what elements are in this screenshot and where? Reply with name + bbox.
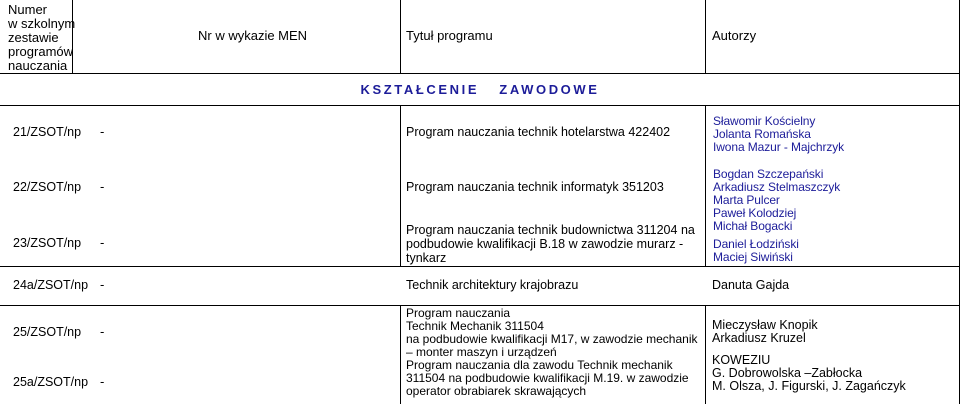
title-line: Technik Mechanik 311504 bbox=[406, 319, 544, 333]
author: Daniel Łodziński bbox=[713, 237, 799, 251]
title-line: – monter maszyn i urządzeń bbox=[406, 345, 557, 359]
header-line: w szkolnym bbox=[8, 16, 76, 31]
program-title-block bbox=[406, 307, 697, 398]
authors-list bbox=[712, 319, 906, 393]
author: G. Dobrowolska –Zabłocka bbox=[712, 366, 863, 380]
author: Michał Bogacki bbox=[713, 219, 793, 233]
header-men-number: Nr w wykazie MEN bbox=[198, 28, 308, 43]
author: Bogdan Szczepański bbox=[713, 167, 824, 181]
section-title: KSZTAŁCENIE ZAWODOWE bbox=[360, 82, 600, 97]
header-line: nauczania bbox=[8, 58, 68, 73]
program-title: Program nauczania technik informatyk 351203 bbox=[406, 180, 664, 194]
header-line: Numer bbox=[8, 2, 48, 17]
author: Arkadiusz Kruzel bbox=[712, 331, 806, 345]
row-number: 23/ZSOT/np bbox=[13, 236, 82, 250]
row-dash: - bbox=[100, 324, 105, 339]
row-number: 21/ZSOT/np bbox=[13, 125, 82, 139]
row-dash: - bbox=[100, 235, 105, 250]
author: Sławomir Kościelny bbox=[713, 114, 816, 128]
row-dash: - bbox=[100, 374, 105, 389]
title-line: Program nauczania technik budownictwa 311204 na bbox=[406, 223, 695, 237]
author: Paweł Kolodziej bbox=[713, 206, 797, 220]
header-program-title: Tytuł programu bbox=[406, 28, 493, 43]
author: Arkadiusz Stelmaszczyk bbox=[713, 180, 841, 194]
program-title bbox=[406, 223, 695, 265]
title-line: 311504 na podbudowie kwalifikacji M.19. w zawodzie bbox=[406, 371, 689, 385]
header-line: zestawie bbox=[8, 30, 59, 45]
row-number: 24a/ZSOT/np bbox=[13, 278, 89, 292]
author: KOWEZIU bbox=[712, 353, 771, 367]
header-line: programów bbox=[8, 44, 74, 59]
header-authors: Autorzy bbox=[712, 28, 757, 43]
author: Marta Pulcer bbox=[713, 193, 780, 207]
title-line: Program nauczania dla zawodu Technik mechanik bbox=[406, 358, 673, 372]
program-title: Technik architektury krajobrazu bbox=[406, 278, 579, 292]
author: M. Olsza, J. Figurski, J. Zagańczyk bbox=[712, 379, 906, 393]
title-line: Program nauczania bbox=[406, 306, 511, 320]
author: Iwona Mazur - Majchrzyk bbox=[713, 140, 845, 154]
title-line: podbudowie kwalifikacji B.18 w zawodzie murarz - bbox=[406, 237, 684, 251]
title-line: operator obrabiarek skrawających bbox=[406, 384, 587, 398]
author: Danuta Gajda bbox=[712, 278, 790, 292]
row-dash: - bbox=[100, 277, 105, 292]
row-number: 25/ZSOT/np bbox=[13, 325, 82, 339]
title-line: tynkarz bbox=[406, 251, 447, 265]
author: Maciej Siwiński bbox=[713, 250, 793, 264]
row-number: 25a/ZSOT/np bbox=[13, 375, 89, 389]
author: Jolanta Romańska bbox=[713, 127, 811, 141]
row-dash: - bbox=[100, 179, 105, 194]
header-number-column bbox=[8, 3, 75, 73]
row-number: 22/ZSOT/np bbox=[13, 180, 82, 194]
row-dash: - bbox=[100, 124, 105, 139]
author: Mieczysław Knopik bbox=[712, 318, 818, 332]
program-title: Program nauczania technik hotelarstwa 422402 bbox=[406, 125, 671, 139]
title-line: na podbudowie kwalifikacji M17, w zawodzie mechanik bbox=[406, 332, 698, 346]
authors-list bbox=[713, 115, 844, 264]
